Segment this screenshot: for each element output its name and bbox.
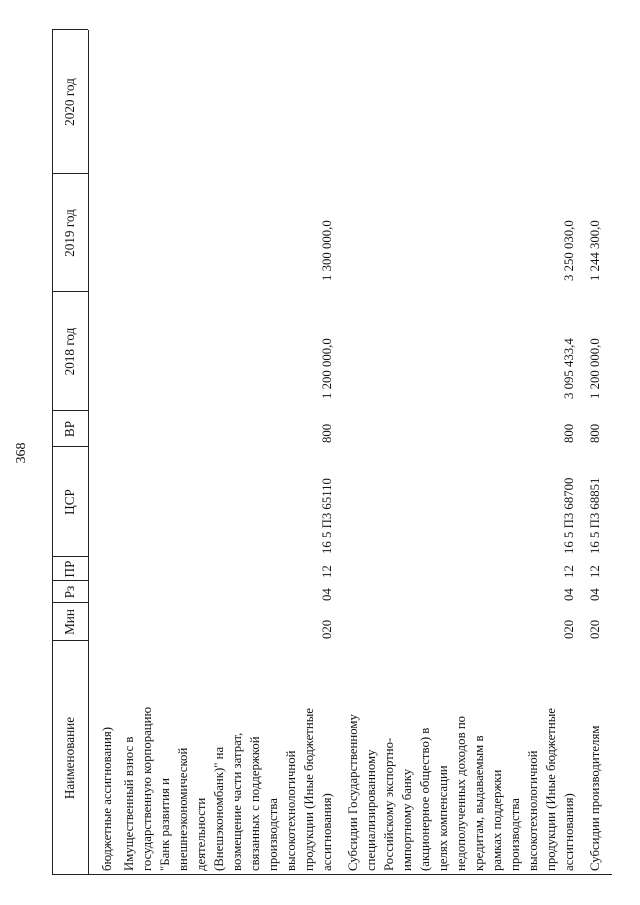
row-2018: 3 095 433,4 — [562, 338, 576, 399]
row-csr: 16 5 П3 65110 — [320, 478, 334, 554]
row-vr: 800 — [562, 423, 576, 443]
row-vr: 800 — [588, 423, 602, 443]
row-rz: 04 — [588, 588, 602, 601]
row-rz: 04 — [320, 588, 334, 601]
row-min: 020 — [588, 619, 602, 639]
header-2018: 2018 год — [62, 327, 77, 376]
header-vr: ВР — [62, 420, 77, 438]
row-pr: 12 — [562, 565, 576, 578]
row-2018: 1 200 000,0 — [588, 338, 602, 399]
row-min: 020 — [562, 619, 576, 639]
rotated-page-content — [52, 30, 612, 875]
table-left-border — [52, 874, 612, 875]
row-pr: 12 — [320, 565, 334, 578]
row-min: 020 — [320, 619, 334, 639]
row-csr: 16 5 П3 68700 — [562, 477, 576, 554]
row-2018: 1 200 000,0 — [320, 338, 334, 399]
budget-table — [52, 30, 612, 875]
continuation-text: бюджетные ассигнования) — [100, 727, 114, 871]
row-pr: 12 — [588, 565, 602, 578]
row-name: Имущественный взнос в государственную корпорацию "Банк развития и внешнеэкономической деятельности (Внешэкономбанк)" на возмещение части затрат, связанных с поддержкой производства высокотехнологичной продукции (Иные бюджетные ассигнования) — [122, 706, 334, 871]
row-vr: 800 — [320, 423, 334, 443]
header-name: Наименование — [62, 716, 77, 800]
row-name: Субсидии производителям — [588, 725, 602, 871]
page-number: 368 — [14, 442, 29, 464]
header-bottom-border — [88, 30, 89, 875]
header-rz: Рз — [62, 585, 77, 599]
row-2019: 3 250 030,0 — [562, 220, 576, 281]
row-rz: 04 — [562, 588, 576, 601]
header-csr: ЦСР — [62, 489, 77, 515]
row-2019: 1 300 000,0 — [320, 220, 334, 281]
header-2019: 2019 год — [62, 209, 77, 257]
row-csr: 16 5 П3 68851 — [588, 477, 602, 554]
header-2020: 2020 год — [62, 78, 77, 126]
row-name: Субсидии Государственному специализированному Российскому экспортно- импортному банку (акционерное общество) в целях компенсации недополученных доходов по кредитам, выдаваемым в рамках поддержки производства высокотехнологичной продукции (Иные бюджетные ассигнования) — [346, 708, 576, 871]
header-pr: ПР — [62, 560, 77, 578]
row-2019: 1 244 300,0 — [588, 220, 602, 281]
header-min: Мин — [62, 609, 77, 635]
